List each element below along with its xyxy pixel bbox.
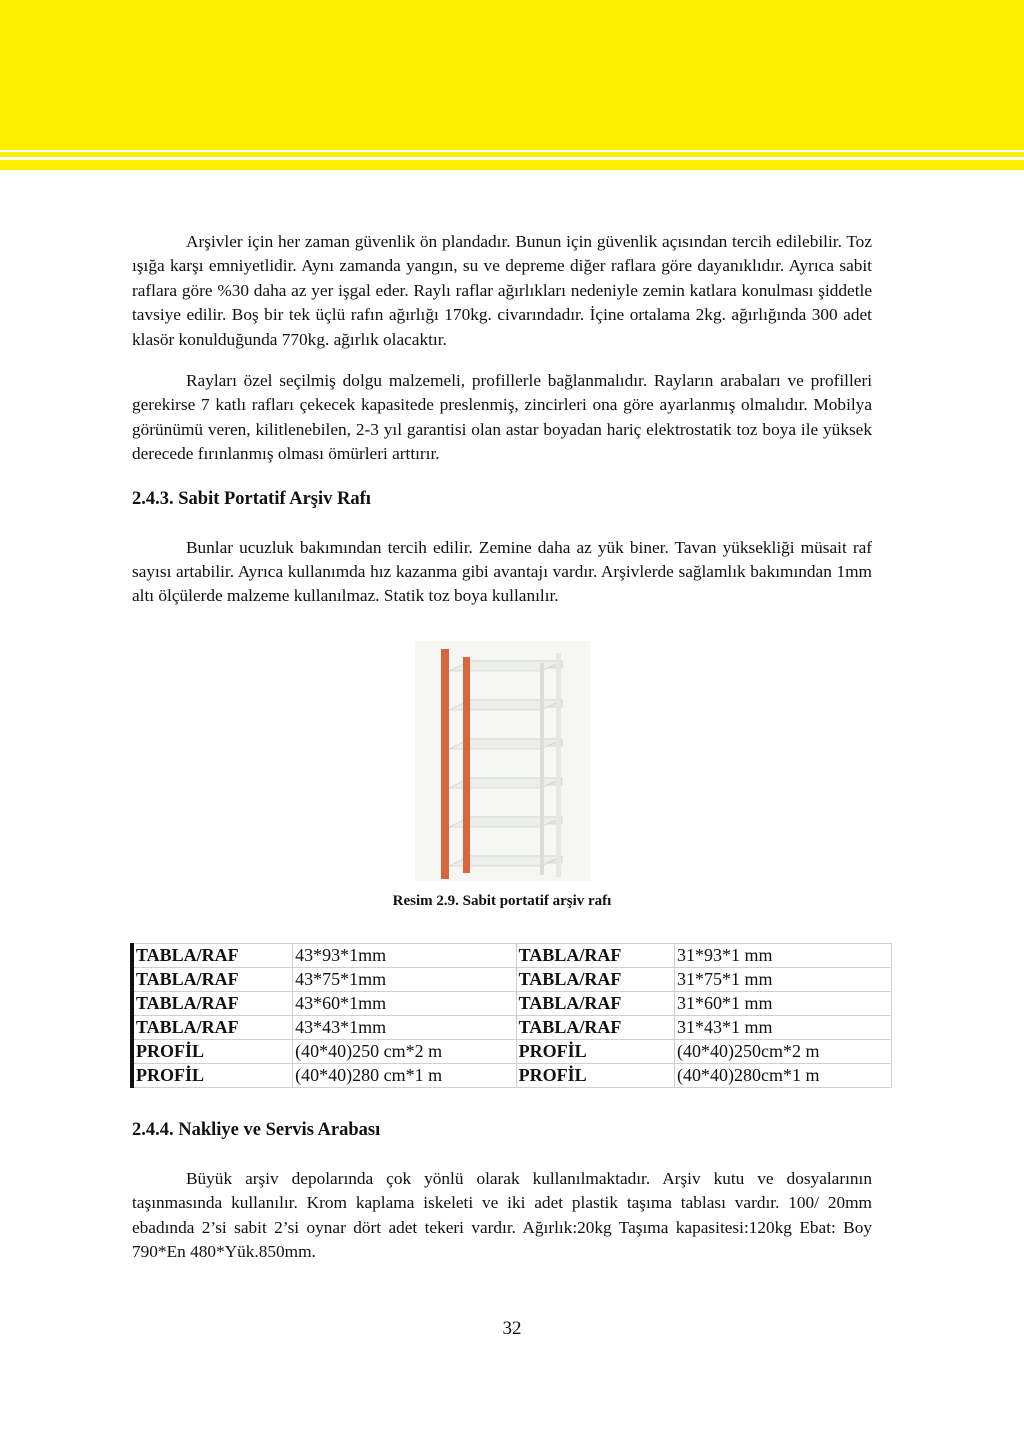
spec-value-cell: 43*75*1mm [293,967,517,991]
table-row [132,943,892,967]
spec-label-cell: TABLA/RAF [132,967,293,991]
spec-value-cell: (40*40)250cm*2 m [675,1039,892,1063]
paragraph: Büyük arşiv depolarında çok yönlü olarak kullanılmaktadır. Arşiv kutu ve dosyalarının taşınmasında kullanılır. Krom kaplama iskeleti ve iki adet plastik taşıma tablası vardır. 100/ 20mm ebadında 2’si sabit 2’si oynar dört adet tekeri vardır. Ağırlık:20kg Taşıma kapasitesi:120kg Ebat: Boy 790*En 480*Yük.850mm. [132,1168,872,1262]
spec-value-cell: (40*40)280 cm*1 m [293,1063,517,1087]
table-row [132,1063,892,1087]
spec-label-cell: TABLA/RAF [516,967,674,991]
spec-label-cell: TABLA/RAF [132,1015,293,1039]
table-row [132,967,892,991]
header-banner [0,0,1024,150]
spec-label-cell: PROFİL [132,1063,293,1087]
spec-value-cell: 31*75*1 mm [675,967,892,991]
table-row [132,1039,892,1063]
paragraph: Arşivler için her zaman güvenlik ön plandadır. Bunun için güvenlik açısından tercih edilebilir. Toz ışığa karşı emniyetlidir. Aynı zamanda yangın, su ve depreme diğer raflara göre dayanıklıdır. Ayrıca sabit raflara göre %30 daha az yer işgal eder. Raylı raflar ağırlıkları nedeniyle zemin katlara konulması şiddetle tavsiye edilir. Boş bir tek üçlü rafın ağırlığı 170kg. civarındadır. İçine ortalama 2kg. ağırlığında 300 adet klasör konulduğunda 770kg. ağırlık olacaktır. [132,232,872,349]
spec-label-cell: TABLA/RAF [516,943,674,967]
spec-value-cell: 43*93*1mm [293,943,517,967]
section-heading: 2.4.3. Sabit Portatif Arşiv Rafı [132,488,371,509]
spec-value-cell: 31*60*1 mm [675,991,892,1015]
spec-label-cell: TABLA/RAF [516,1015,674,1039]
header-stripe [0,160,1024,170]
figure [132,641,872,881]
shelf-rack-image [415,641,590,881]
spec-label-cell: TABLA/RAF [132,943,293,967]
spec-label-cell: TABLA/RAF [132,991,293,1015]
figure-caption: Resim 2.9. Sabit portatif arşiv rafı [392,892,612,909]
spec-label-cell: PROFİL [516,1063,674,1087]
spec-value-cell: 43*60*1mm [293,991,517,1015]
paragraph: Bunlar ucuzluk bakımından tercih edilir. Zemine daha az yük biner. Tavan yüksekliği müsait raf sayısı artabilir. Ayrıca kullanımda hız kazanma gibi avantajı vardır. Arşivlerde sağlamlık bakımından 1mm altı ölçülerde malzeme kullanılmaz. Statik toz boya kullanılır. [132,537,872,606]
page-number: 32 [502,1318,522,1339]
spec-value-cell: (40*40)280cm*1 m [675,1063,892,1087]
section-heading: 2.4.4. Nakliye ve Servis Arabası [132,1119,381,1140]
spec-label-cell: TABLA/RAF [516,991,674,1015]
page-content [132,230,872,1265]
table-row [132,991,892,1015]
spec-value-cell: 31*93*1 mm [675,943,892,967]
spec-value-cell: (40*40)250 cm*2 m [293,1039,517,1063]
table-row [132,1015,892,1039]
spec-label-cell: PROFİL [132,1039,293,1063]
spec-value-cell: 31*43*1 mm [675,1015,892,1039]
specs-table [130,943,892,1088]
paragraph: Rayları özel seçilmiş dolgu malzemeli, profillerle bağlanmalıdır. Rayların arabaları ve profilleri gerekirse 7 katlı rafları çekecek kapasitede preslenmiş, zincirleri ona göre ayarlanmış olmalıdır. Mobilya görünümü veren, kilitlenebilen, 2-3 yıl garantisi olan astar boyadan hariç elektrostatik toz boya ile yüksek derecede fırınlanmış olması ömürleri arttırır. [132,371,872,464]
header-stripe [0,152,1024,157]
spec-label-cell: PROFİL [516,1039,674,1063]
spec-value-cell: 43*43*1mm [293,1015,517,1039]
